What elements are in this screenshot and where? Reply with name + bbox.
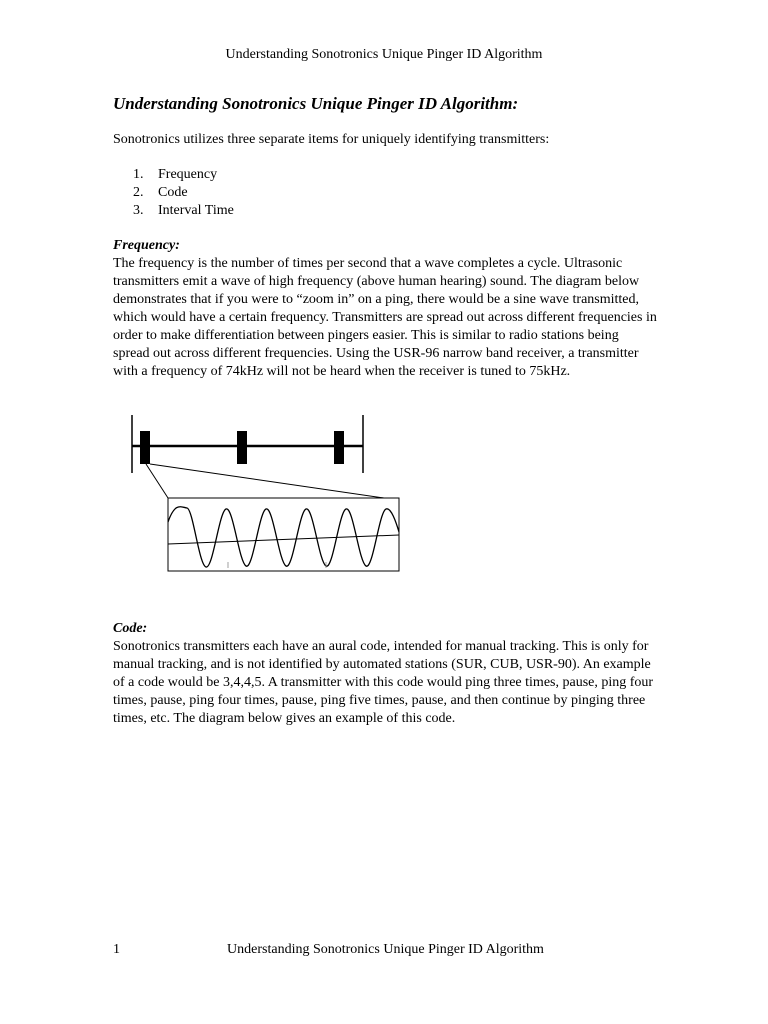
ping-pulse [334,431,344,464]
page-number: 1 [113,942,120,957]
document-title: Understanding Sonotronics Unique Pinger ID Algorithm: [113,94,519,113]
intro-paragraph: Sonotronics utilizes three separate items for uniquely identifying transmitters: [113,132,550,147]
list-number: 1. [133,167,144,182]
footer-title: Understanding Sonotronics Unique Pinger ID Algorithm [227,942,544,957]
zoom-lines [146,464,384,498]
list-item [113,202,658,220]
list-number: 2. [133,185,144,200]
list-label: Code [158,185,188,200]
frequency-heading: Frequency: [113,238,180,253]
zoomed-waveform [168,498,399,571]
ping-zoom-diagram [126,412,406,576]
items-list [113,166,658,220]
list-item [113,166,658,184]
ping-pulse [237,431,247,464]
list-number: 3. [133,203,144,218]
code-section [113,620,658,728]
code-paragraph: Sonotronics transmitters each have an aural code, intended for manual tracking. This is only for manual tracking, and is not identified by automated stations (SUR, CUB, USR-90). An example of a code would be 3,4,4,5. A transmitter with this code would ping three times, pause, ping four times, pause, ping four times, pause, ping five times, pause, and then continue by pinging three times, etc. The diagram below gives an example of this code. [113,639,654,726]
list-label: Interval Time [158,203,234,218]
frequency-paragraph: The frequency is the number of times per second that a wave completes a cycle. Ultrasonic transmitters emit a wave of high frequency (above human hearing) sound. The diagram below demonstrates that if you were to “zoom in” on a ping, there would be a sine wave transmitted, which would have a certain frequency. Transmitters are spread out across different frequencies in order to make differentiation between pingers easier. This is similar to radio stations being spread out across different frequencies. Using the USR-96 narrow band receiver, a transmitter with a frequency of 74kHz will not be heard when the receiver is tuned to 75kHz. [113,256,657,379]
code-heading: Code: [113,621,148,636]
list-label: Frequency [158,167,218,182]
ping-timeline [132,415,363,473]
document-body [113,94,658,381]
page-header: Understanding Sonotronics Unique Pinger ID Algorithm [225,47,543,62]
ping-pulse [140,431,150,464]
list-item [113,184,658,202]
